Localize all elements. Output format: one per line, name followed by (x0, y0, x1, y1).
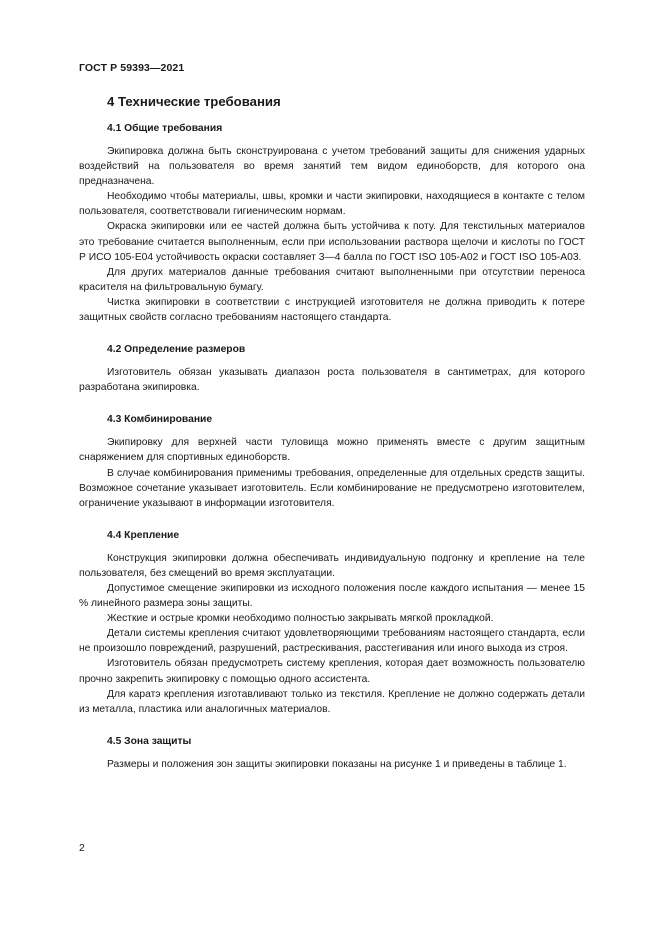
subsection-4-1 (79, 122, 585, 325)
section-title: 4 Технические требования (107, 94, 281, 109)
subsection-title: 4.3 Комбинирование (107, 414, 213, 426)
standard-header: ГОСТ Р 59393—2021 (79, 62, 185, 74)
paragraph: Экипировку для верхней части туловища можно применять вместе с другим защитным снаряжением для спортивных единоборств. (79, 437, 585, 464)
paragraph: Изготовитель обязан указывать диапазон роста пользователя в сантиметрах, для которого разработана экипировка. (79, 367, 585, 394)
subsection-title: 4.5 Зона защиты (107, 735, 192, 747)
page-content (79, 86, 585, 780)
paragraph: Изготовитель обязан предусмотреть систему крепления, которая дает возможность пользователю прочно закрепить экипировку с помощью одного ассистента. (79, 658, 585, 685)
paragraph: Необходимо чтобы материалы, швы, кромки и части экипировки, находящиеся в контакте с телом пользователя, соответствовали гигиеническим нормам. (79, 191, 585, 218)
paragraph: Размеры и положения зон защиты экипировки показаны на рисунке 1 и приведены в таблице 1. (107, 758, 567, 770)
subsection-title: 4.4 Крепление (107, 529, 180, 541)
paragraph: Конструкция экипировки должна обеспечивать индивидуальную подгонку и крепление на теле пользователя, без смещений во время эксплуатации. (79, 552, 585, 579)
subsection-4-2 (79, 343, 585, 395)
paragraph: Для других материалов данные требования считают выполненными при отсутствии переноса красителя на фильтровальную бумагу. (79, 266, 585, 293)
paragraph: Жесткие и острые кромки необходимо полностью закрывать мягкой прокладкой. (107, 613, 494, 625)
paragraph: Допустимое смещение экипировки из исходного положения после каждого испытания — менее 15 % линейного размера зоны защиты. (79, 582, 585, 610)
paragraph: Детали системы крепления считают удовлетворяющими требованиям настоящего стандарта, если не произошло повреждений, разрушений, растрескивания, расстегивания или иного выхода из строя. (79, 628, 585, 655)
subsection-4-5 (79, 735, 585, 772)
subsection-4-4 (79, 529, 585, 717)
paragraph: Чистка экипировки в соответствии с инструкцией изготовителя не должна приводить к потере защитных свойств согласно требованиям настоящего стандарта. (79, 296, 585, 324)
subsection-title: 4.2 Определение размеров (107, 344, 246, 356)
paragraph: Экипировка должна быть сконструирована с учетом требований защиты для снижения ударных воздействий на пользователя во время занятий тем видом единоборств, для которого она предназначена. (79, 146, 585, 188)
subsection-title: 4.1 Общие требования (107, 123, 223, 134)
paragraph: Для каратэ крепления изготавливают только из текстиля. Крепление не должно содержать детали из металла, пластика или аналогичных материалов. (79, 688, 585, 715)
paragraph: В случае комбинирования применимы требования, определенные для отдельных средств защиты. Возможное сочетание указывает изготовитель. Если комбинирование не предусмотрено изготовителем, ограничение указывают в информации изготовителя. (79, 467, 585, 509)
subsection-4-3 (79, 413, 585, 510)
page-number: 2 (79, 842, 85, 854)
paragraph: Окраска экипировки или ее частей должна быть устойчива к поту. Для текстильных материалов это требование считается выполненным, если при использовании раствора щелочи и кислоты по ГОСТ Р ИСО 105-E04 устойчивость окраски составляет 3—4 балла по ГОСТ ISO 105-A02 и ГОСТ ISO 105-A03. (79, 221, 585, 263)
